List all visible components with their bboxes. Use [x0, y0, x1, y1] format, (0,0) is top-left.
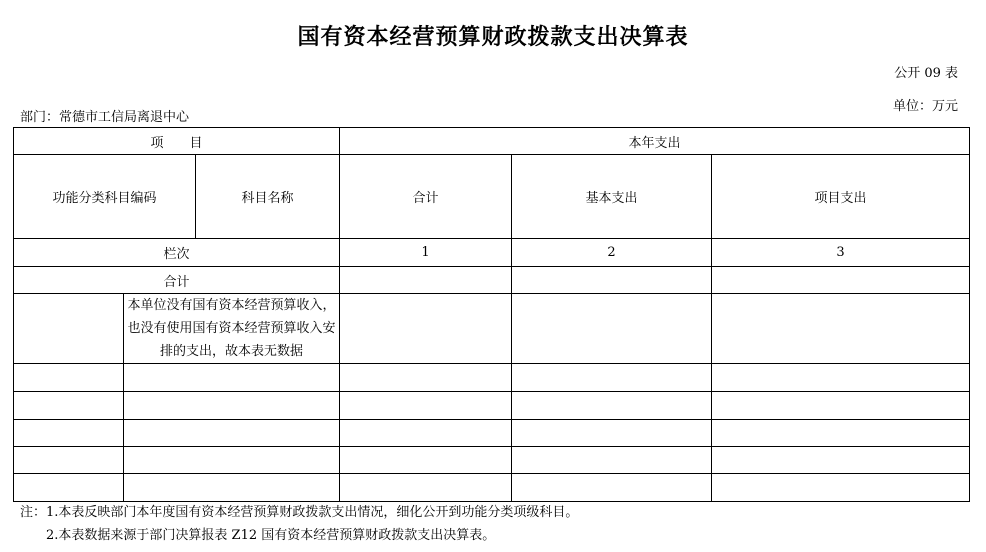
table-cell — [512, 392, 712, 420]
table-cell — [124, 474, 340, 502]
expense-table — [13, 127, 970, 502]
sum-project-cell — [712, 267, 970, 294]
sum-label: 合计 — [14, 267, 340, 294]
table-cell — [712, 474, 970, 502]
footnote-1: 注：1.本表反映部门本年度国有资本经营预算财政拨款支出情况，细化公开到功能分类项级科目。 — [20, 505, 579, 520]
table-cell — [712, 447, 970, 474]
table-cell — [340, 447, 512, 474]
table-cell — [124, 420, 340, 447]
sum-basic-cell — [512, 267, 712, 294]
table-cell — [14, 420, 124, 447]
column-number-2: 2 — [512, 239, 712, 267]
header-total: 合计 — [340, 155, 512, 239]
department-label: 部门：常德市工信局离退中心 — [20, 110, 190, 125]
header-subject-name: 科目名称 — [196, 155, 340, 239]
table-cell — [14, 447, 124, 474]
form-number: 公开 09 表 — [894, 66, 958, 81]
table-row — [14, 294, 970, 364]
table-cell — [712, 392, 970, 420]
table-cell — [124, 364, 340, 392]
page-title: 国有资本经营预算财政拨款支出决算表 — [297, 24, 689, 50]
table-cell — [340, 474, 512, 502]
header-row-1 — [14, 128, 970, 155]
table-row — [14, 364, 970, 392]
table-row — [14, 447, 970, 474]
table-cell — [712, 364, 970, 392]
table-cell — [512, 420, 712, 447]
table-cell — [340, 294, 512, 364]
table-cell — [14, 294, 124, 364]
table-cell — [512, 364, 712, 392]
footnote-2: 2.本表数据来源于部门决算报表 Z12 国有资本经营预算财政拨款支出决算表。 — [20, 528, 496, 543]
table-cell — [340, 420, 512, 447]
table-row — [14, 474, 970, 502]
unit-label: 单位：万元 — [892, 99, 958, 114]
sum-total-cell — [340, 267, 512, 294]
table-cell — [14, 474, 124, 502]
column-number-label: 栏次 — [14, 239, 340, 267]
table-cell — [14, 392, 124, 420]
header-project: 项目支出 — [712, 155, 970, 239]
column-number-row — [14, 239, 970, 267]
table-row — [14, 420, 970, 447]
no-data-note: 本单位没有国有资本经营预算收入，也没有使用国有资本经营预算收入安排的支出，故本表无数据 — [124, 294, 340, 364]
header-current-year-expense: 本年支出 — [340, 128, 970, 155]
table-cell — [712, 294, 970, 364]
header-basic: 基本支出 — [512, 155, 712, 239]
sum-row — [14, 267, 970, 294]
table-cell — [712, 420, 970, 447]
table-cell — [340, 364, 512, 392]
header-row-2 — [14, 155, 970, 239]
table-cell — [512, 447, 712, 474]
table-cell — [124, 447, 340, 474]
column-number-3: 3 — [712, 239, 970, 267]
table-row — [14, 392, 970, 420]
header-item: 项 目 — [14, 128, 340, 155]
column-number-1: 1 — [340, 239, 512, 267]
table-cell — [340, 392, 512, 420]
header-func-code: 功能分类科目编码 — [14, 155, 196, 239]
table-cell — [14, 364, 124, 392]
table-cell — [124, 392, 340, 420]
table-cell — [512, 474, 712, 502]
table-cell — [512, 294, 712, 364]
